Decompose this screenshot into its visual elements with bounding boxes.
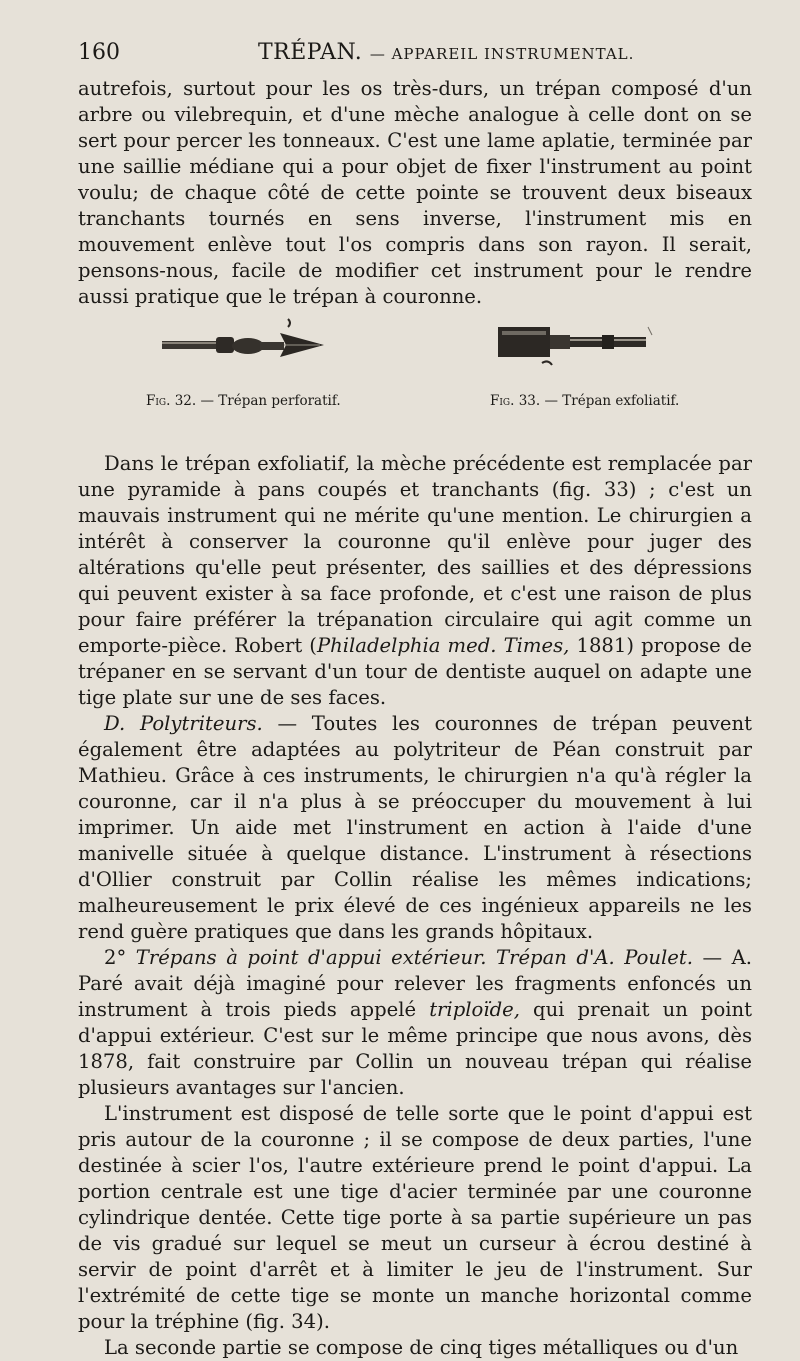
- figure-32: [160, 309, 340, 371]
- paragraph-2: [78, 451, 752, 711]
- paragraph-4: [78, 945, 752, 1101]
- section-number: 2°: [104, 946, 127, 969]
- figure-32-label: Fig. 32.: [146, 393, 197, 409]
- figure-33: [486, 313, 666, 371]
- page-number: 160: [78, 40, 120, 65]
- paragraph-3: [78, 711, 752, 945]
- paragraph-1: autrefois, surtout pour les os très-durs, un trépan composé d'un arbre ou vilebrequin, et d'une mèche analogue à celle dont on se sert pour percer les tonneaux. C'est une lame aplatie, terminée par une saillie médiane qui a pour objet de fixer l'instrument au point voulu; de chaque côté de cette pointe se trouvent deux biseaux tranchants tournés en sens inverse, l'instrument mis en mouvement enlève tout l'os compris dans son rayon. Il serait, pensons-nous, facile de modifier cet instrument pour le rendre aussi pratique que le trépan à couronne.: [78, 77, 752, 308]
- figures-row: [78, 295, 752, 415]
- figure-32-title: — Trépan perforatif.: [200, 393, 341, 409]
- figure-33-caption: [490, 393, 679, 409]
- text-block-top: [78, 76, 752, 310]
- figure-33-title: — Trépan exfoliatif.: [544, 393, 680, 409]
- section-heading-point-appui: Trépans à point d'appui extérieur. Trépan d'A. Poulet.: [135, 946, 693, 969]
- figure-32-caption: [146, 393, 341, 409]
- running-title-main: TRÉPAN.: [258, 40, 363, 65]
- paragraph-5: L'instrument est disposé de telle sorte que le point d'appui est pris autour de la couronne ; il se compose de deux parties, l'une destinée à scier l'os, l'autre extérieure prend le point d'appui. La portion centrale est une tige d'acier terminée par une couronne cylindrique dentée. Cette tige porte à sa partie supérieure un pas de vis gradué sur lequel se meut un curseur à écrou destiné à servir de point d'arrêt et à limiter le jeu de l'instrument. Sur l'extrémité de cette tige se monte un manche horizontal comme pour la tréphine (fig. 34).: [78, 1102, 752, 1333]
- paragraph-4-text-a: — A. Paré avait déjà imaginé pour relever les fragments enfoncés un instrument à trois pieds appelé: [78, 946, 752, 1021]
- paragraph-6: La seconde partie se compose de cinq tiges métalliques ou d'un: [104, 1336, 739, 1359]
- term-triploide: triploïde,: [429, 998, 520, 1021]
- text-block-main: [78, 451, 752, 1361]
- paragraph-2-text-b: 1881) propose de trépaner en se servant d'un tour de dentiste auquel on adapte une tige plate sur une de ses faces.: [78, 634, 753, 709]
- paragraph-4-text-b: qui prenait un point d'appui extérieur. C'est sur le même principe que nous avons, dès 1878, fait construire par Collin un nouveau trépan qui réalise plusieurs avantages sur l'ancien.: [78, 998, 752, 1099]
- running-title-sub: — APPAREIL INSTRUMENTAL.: [369, 45, 635, 63]
- figure-33-label: Fig. 33.: [490, 393, 541, 409]
- running-title: [258, 40, 634, 65]
- paragraph-2-text-a: Dans le trépan exfoliatif, la mèche précédente est remplacée par une pyramide à pans coupés et tranchants (fig. 33) ; c'est un mauvais instrument qui ne mérite qu'une mention. Le chirurgien a intérêt à conserver la couronne qu'il enlève pour juger des altérations qu'elle peut présenter, des saillies et des dépressions qui peuvent exister à sa face profonde, et c'est une raison de plus pour faire préférer la trépanation circulaire qui agit comme un emporte-pièce. Robert (: [78, 452, 752, 657]
- page-header: [78, 40, 752, 70]
- journal-reference: Philadelphia med. Times,: [316, 634, 570, 657]
- exfoliating-trephine-illustration: [486, 313, 666, 371]
- paragraph-3-text: — Toutes les couronnes de trépan peuvent également être adaptées au polytriteur de Péan construit par Mathieu. Grâce à ces instruments, le chirurgien n'a qu'à régler la couronne, car il n'a plus à se préoccuper du mouvement à lui imprimer. Un aide met l'instrument en action à l'aide d'une manivelle située à quelque distance. L'instrument à résections d'Ollier construit par Collin réalise les mêmes indications; malheureusement le prix élevé de ces ingénieux appareils ne les rend guère pratiques que dans les grands hôpitaux.: [78, 712, 752, 943]
- perforating-trephine-illustration: [160, 309, 340, 371]
- section-heading-polytriteurs: D. Polytriteurs.: [104, 712, 263, 735]
